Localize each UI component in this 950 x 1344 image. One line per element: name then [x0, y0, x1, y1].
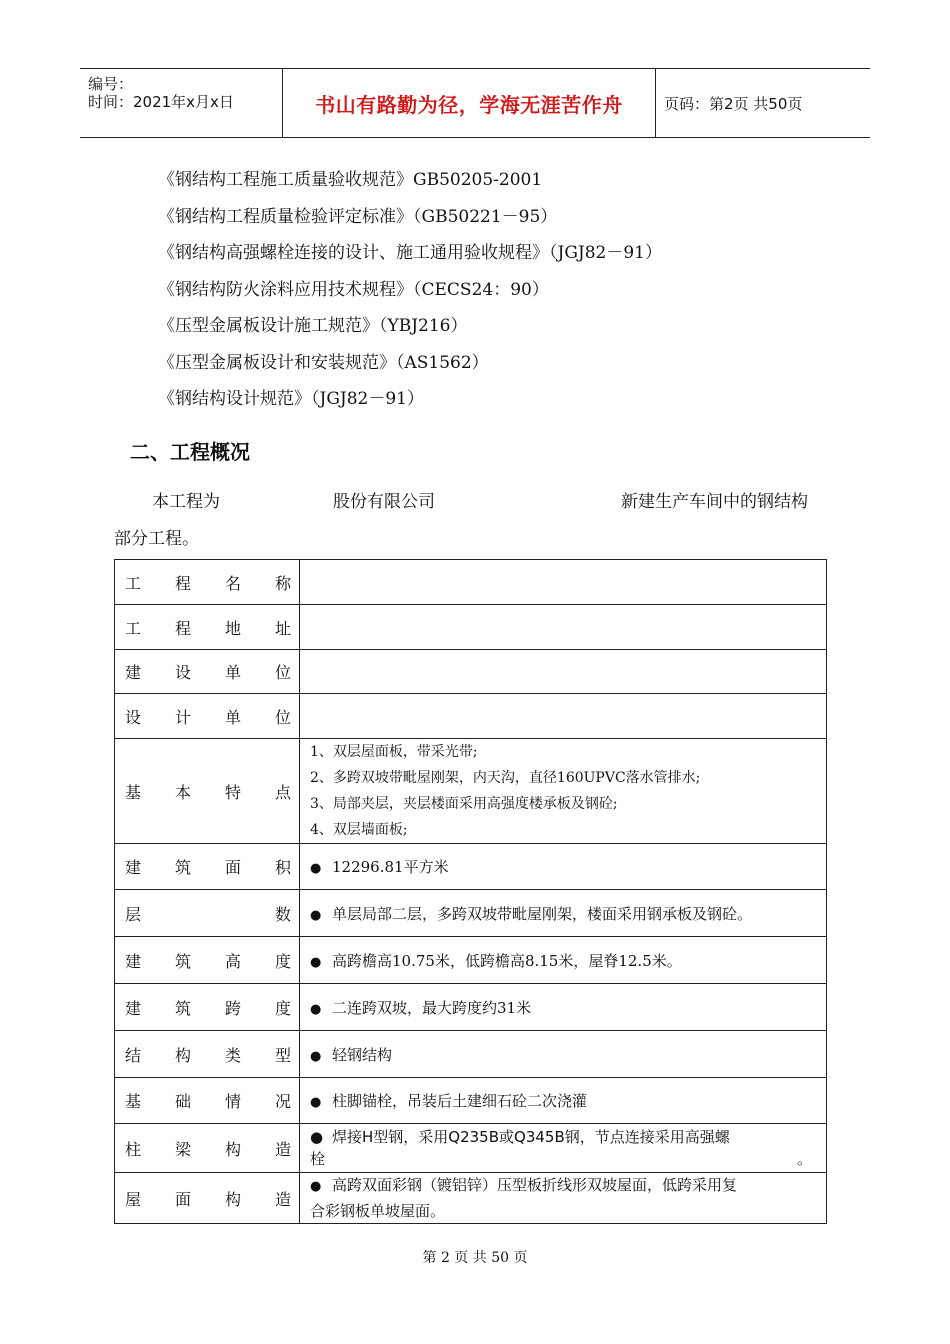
project-address-value: [300, 605, 827, 650]
height-value: ● 高跨檐高10.75米，低跨檐高8.15米，屋脊12.5米。: [300, 937, 827, 984]
row-label: 建 筑 跨 度: [115, 984, 300, 1031]
row-label: 工 程 地 址: [115, 605, 300, 650]
intro-text-part3: 新建生产车间中的钢结构: [621, 492, 808, 512]
reference-item: 《钢结构高强螺栓连接的设计、施工通用验收规程》（JGJ82－91）: [158, 243, 662, 263]
structure-type-value: ● 轻钢结构: [300, 1031, 827, 1078]
bullet-icon: ●: [310, 1179, 322, 1194]
feature-line: 1、双层屋面板，带采光带;: [310, 744, 478, 760]
feature-line: 4、双层墙面板;: [310, 822, 408, 838]
bullet-icon: ●: [310, 1095, 322, 1110]
reference-item: 《钢结构设计规范》（JGJ82－91）: [158, 389, 424, 409]
header-meta: [80, 69, 282, 137]
feature-line: 2、多跨双坡带毗屋刚架，内天沟，直径160UPVC落水管排水;: [310, 770, 701, 786]
reference-item: 《钢结构工程施工质量验收规范》GB50205-2001: [158, 170, 543, 190]
intro-text-part2: 股份有限公司: [333, 492, 435, 512]
reference-item: 《钢结构工程质量检验评定标准》（GB50221－95）: [158, 206, 558, 227]
span-value: ● 二连跨双坡，最大跨度约31米: [300, 984, 827, 1031]
project-overview-table: [114, 559, 827, 1224]
bullet-icon: ●: [310, 1001, 322, 1017]
table-row: [115, 605, 827, 650]
floors-value: ● 单层局部二层，多跨双坡带毗屋刚架，楼面采用钢承板及钢砼。: [300, 890, 827, 937]
table-row: [115, 560, 827, 605]
row-label: 层 数: [115, 890, 300, 937]
table-row: [115, 984, 827, 1031]
reference-standards-list: [158, 168, 662, 424]
row-label: 设 计 单 位: [115, 694, 300, 739]
row-label: 建 筑 高 度: [115, 937, 300, 984]
row-label: 建 筑 面 积: [115, 844, 300, 890]
reference-item: 《压型金属板设计和安装规范》（AS1562）: [158, 352, 489, 373]
table-row: [115, 844, 827, 890]
document-number-label: 编号：: [88, 75, 134, 93]
area-value: ● 12296.81平方米: [300, 844, 827, 890]
header-motto: 书山有路勤为径，学海无涯苦作舟: [282, 69, 656, 137]
intro-text-part4: 部分工程。: [114, 529, 199, 549]
table-row: [115, 739, 827, 844]
page-footer: 第 2 页 共 50 页: [422, 1250, 528, 1266]
client-value: [300, 650, 827, 694]
project-name-value: [300, 560, 827, 605]
table-row: [115, 1124, 827, 1173]
foundation-value: ● 柱脚锚栓，吊装后土建细石砼二次浇灌: [300, 1078, 827, 1124]
table-row: [115, 650, 827, 694]
row-label: 工 程 名 称: [115, 560, 300, 605]
row-label: 屋 面 构 造: [115, 1173, 300, 1224]
designer-value: [300, 694, 827, 739]
bullet-icon: ●: [310, 907, 322, 923]
table-row: [115, 1031, 827, 1078]
table-row: [115, 694, 827, 739]
row-label: 结 构 类 型: [115, 1031, 300, 1078]
table-row: [115, 937, 827, 984]
table-row: [115, 1078, 827, 1124]
page-header: [80, 68, 870, 138]
table-row: [115, 890, 827, 937]
document-date: 时间：2021年x月x日: [88, 93, 234, 111]
reference-item: 《钢结构防火涂料应用技术规程》（CECS24：90）: [158, 279, 549, 300]
row-label: 柱 梁 构 造: [115, 1124, 300, 1173]
bullet-icon: ●: [310, 1128, 324, 1146]
bullet-icon: ●: [310, 1048, 322, 1064]
row-label: 基 本 特 点: [115, 739, 300, 844]
section-title: 二、工程概况: [130, 440, 250, 464]
row-label: 建 设 单 位: [115, 650, 300, 694]
row-label: 基 础 情 况: [115, 1078, 300, 1124]
bullet-icon: ●: [310, 861, 322, 876]
header-page-info: 页码：第2页 共50页: [664, 94, 803, 113]
table-row: [115, 1173, 827, 1224]
features-value: [300, 739, 827, 844]
column-beam-value: ● 焊接H型钢，采用Q235B或Q345B钢，节点连接采用高强螺 栓 。: [300, 1124, 827, 1173]
bullet-icon: ●: [310, 954, 322, 970]
feature-line: 3、局部夹层，夹层楼面采用高强度楼承板及钢砼;: [310, 796, 618, 812]
reference-item: 《压型金属板设计施工规范》（YBJ216）: [158, 316, 468, 336]
intro-text-part1: 本工程为: [152, 492, 220, 512]
roof-value: ● 高跨双面彩钢（镀铝锌）压型板折线形双坡屋面，低跨采用复 合彩钢板单坡屋面。: [300, 1173, 827, 1224]
